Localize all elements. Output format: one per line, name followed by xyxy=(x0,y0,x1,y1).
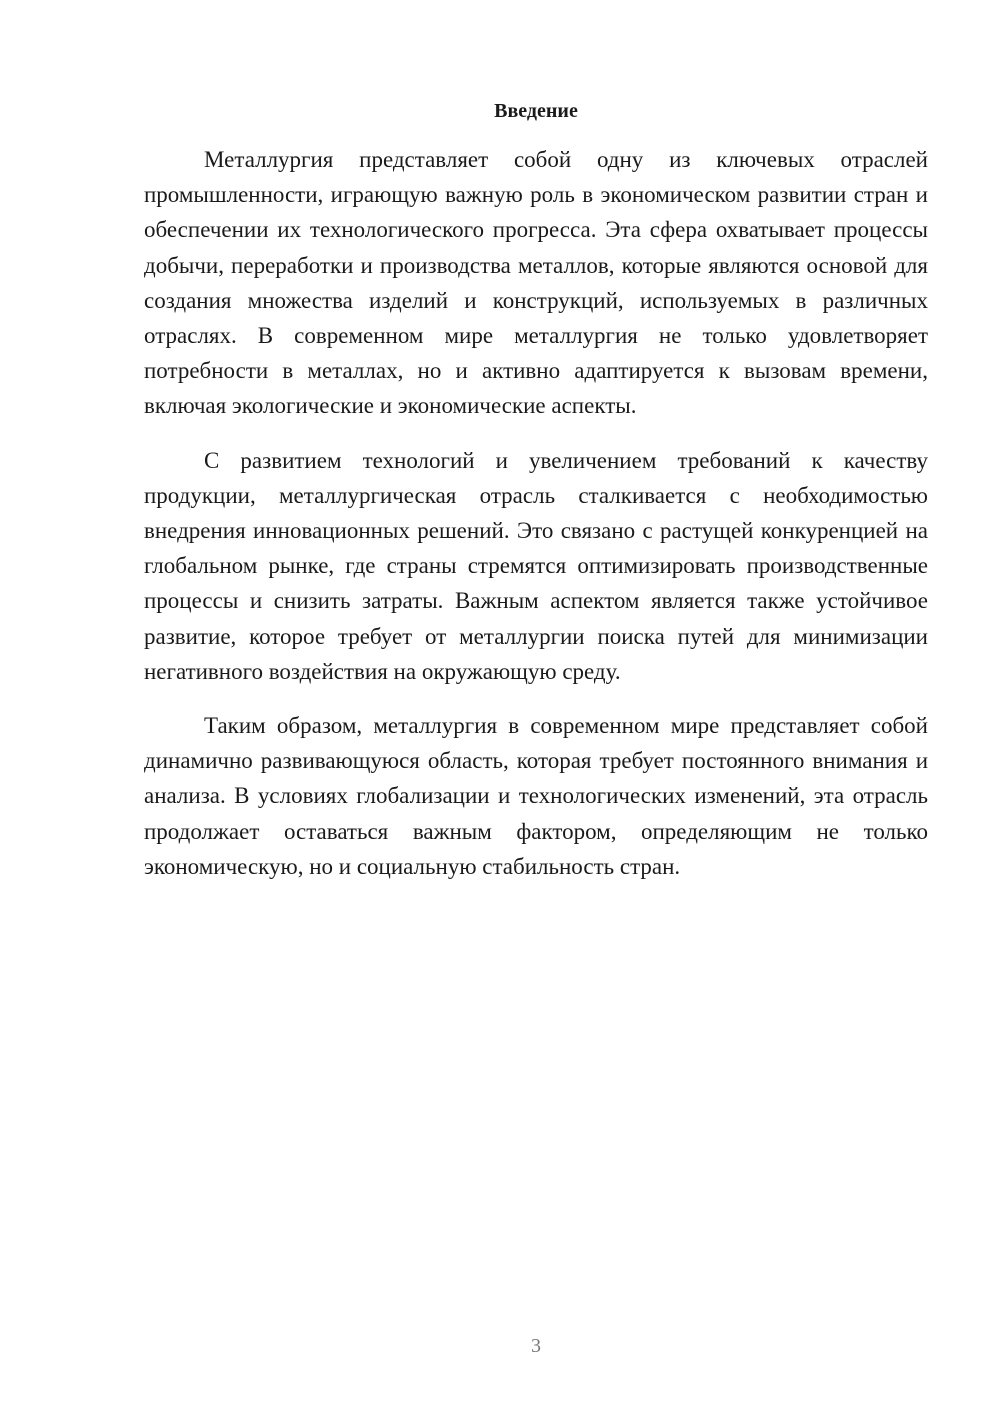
section-title: Введение xyxy=(494,100,578,122)
paragraph: С развитием технологий и увеличением требований к качеству продукции, металлургическая отрасль сталкивается с необходимостью внедрения инновационных решений. Это связано с растущей конкуренцией на глобальном рынке, где страны стремятся оптимизировать производственные процессы и снизить затраты. Важным аспектом является также устойчивое развитие, которое требует от металлургии поиска путей для минимизации негативного воздействия на окружающую среду. xyxy=(144,447,928,684)
paragraph: Таким образом, металлургия в современном мире представляет собой динамично развивающуюся область, которая требует постоянного внимания и анализа. В условиях глобализации и технологических изменений, эта отрасль продолжает оставаться важным фактором, определяющим не только экономическую, но и социальную стабильность стран. xyxy=(144,713,928,879)
body-text xyxy=(144,142,928,884)
paragraph: Металлургия представляет собой одну из ключевых отраслей промышленности, играющую важную роль в экономическом развитии стран и обеспечении их технологического прогресса. Эта сфера охватывает процессы добычи, переработки и производства металлов, которые являются основой для создания множества изделий и конструкций, используемых в различных отраслях. В современном мире металлургия не только удовлетворяет потребности в металлах, но и активно адаптируется к вызовам времени, включая экологические и экономические аспекты. xyxy=(144,147,928,419)
page-number: 3 xyxy=(531,1335,541,1357)
